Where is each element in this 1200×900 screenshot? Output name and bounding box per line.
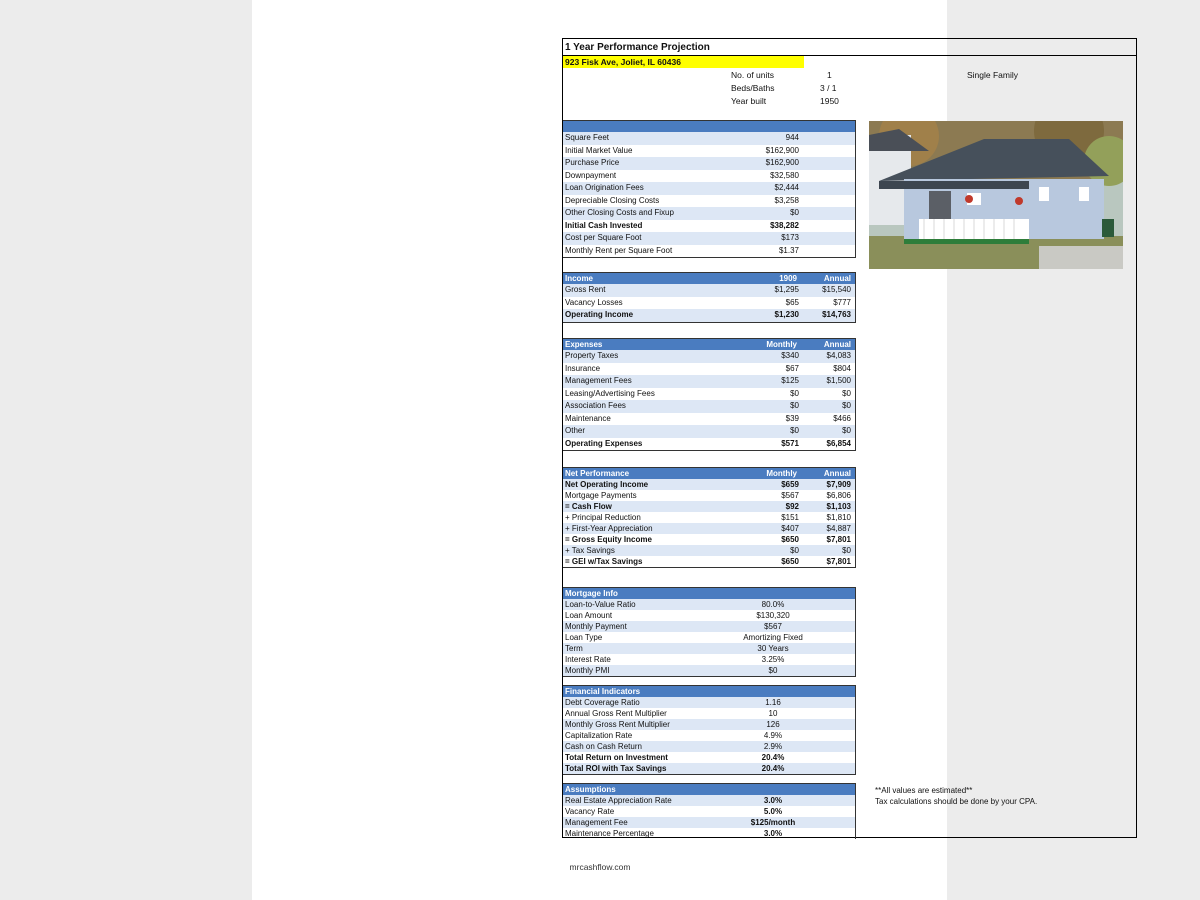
table-row (563, 795, 855, 806)
row-monthly-value: $0 (790, 546, 799, 555)
table-row (563, 195, 855, 208)
row-value: $162,900 (765, 145, 799, 155)
row-monthly-value: $92 (785, 502, 799, 511)
row-label: Annual Gross Rent Multiplier (565, 709, 667, 718)
row-label: Operating Income (565, 310, 634, 319)
table-row (563, 556, 855, 567)
row-label: Other Closing Costs and Fixup (565, 208, 674, 217)
row-label: Maintenance (565, 413, 611, 423)
table-row (563, 697, 855, 708)
row-monthly-value: $571 (781, 438, 799, 448)
row-value: $0 (790, 208, 799, 217)
property-type: Single Family (967, 70, 1019, 80)
mortgage-table (563, 587, 856, 677)
row-annual-value: $7,801 (826, 557, 851, 566)
row-label: Capitalization Rate (565, 731, 633, 740)
row-value: 126 (766, 720, 780, 729)
table-row (563, 741, 855, 752)
row-label: Management Fee (565, 818, 628, 827)
row-annual-value: $6,806 (826, 491, 851, 500)
row-label: + Principal Reduction (565, 513, 641, 522)
table-row (563, 297, 855, 310)
cpa-note: Tax calculations should be done by your CPA. (875, 797, 1038, 806)
expenses-table (563, 338, 856, 451)
row-label: Total ROI with Tax Savings (565, 764, 667, 773)
table-row (563, 545, 855, 556)
table-row (563, 182, 855, 195)
property-address: 923 Fisk Ave, Joliet, IL 60436 (563, 56, 804, 68)
row-monthly-value: $340 (781, 351, 799, 360)
table-row (563, 501, 855, 512)
table-header (563, 121, 855, 132)
table-row (563, 512, 855, 523)
row-value: $162,900 (765, 158, 799, 167)
table-row (563, 350, 855, 363)
assumptions-table (563, 783, 856, 839)
table-row (563, 157, 855, 170)
row-monthly-value: $659 (781, 480, 799, 489)
row-value: $125/month (750, 818, 796, 827)
indicators-table (563, 685, 856, 775)
table-row (563, 665, 855, 676)
row-value: $3,258 (774, 195, 799, 205)
row-value: $1.37 (778, 245, 799, 255)
table-row (563, 400, 855, 413)
row-monthly-value: $67 (785, 363, 799, 373)
table-row (563, 806, 855, 817)
table-row (563, 763, 855, 774)
table-row (563, 425, 855, 438)
row-label: Gross Rent (565, 285, 606, 294)
row-label: Initial Market Value (565, 145, 633, 155)
report-frame (562, 38, 1137, 838)
estimate-note: **All values are estimated** (875, 786, 973, 795)
row-value: 80.0% (761, 600, 785, 609)
row-value: Amortizing Fixed (743, 633, 803, 642)
year-label: Year built (731, 96, 767, 106)
row-monthly-value: $0 (790, 426, 799, 435)
row-monthly-value: $125 (781, 376, 799, 385)
row-label: Depreciable Closing Costs (565, 195, 660, 205)
table-row (563, 719, 855, 730)
row-annual-value: $1,500 (826, 376, 851, 385)
row-value: 30 Years (757, 644, 789, 653)
units-value: 1 (827, 70, 832, 80)
row-value: $173 (781, 233, 799, 242)
row-label: Total Return on Investment (565, 753, 668, 762)
row-label: Maintenance Percentage (565, 829, 654, 838)
row-monthly-value: $1,230 (774, 310, 799, 319)
table-row (563, 413, 855, 426)
row-label: Purchase Price (565, 158, 620, 167)
table-row (563, 145, 855, 158)
row-label: = Gross Equity Income (565, 535, 652, 544)
table-header: Mortgage Info (563, 588, 855, 599)
property-table (563, 120, 856, 258)
table-row (563, 170, 855, 183)
table-header: Assumptions (563, 784, 855, 795)
year-value: 1950 (820, 96, 839, 106)
row-annual-value: $1,810 (826, 513, 851, 522)
row-value: $567 (764, 622, 782, 631)
beds-label: Beds/Baths (731, 83, 775, 93)
row-annual-value: $15,540 (822, 285, 851, 294)
row-monthly-value: $0 (790, 401, 799, 410)
row-monthly-value: $650 (781, 535, 799, 544)
row-label: Real Estate Appreciation Rate (565, 796, 672, 805)
row-value: $2,444 (774, 183, 799, 192)
table-row (563, 132, 855, 145)
table-row (563, 632, 855, 643)
net-performance-table (563, 467, 856, 568)
footer-site: mrcashflow.com (569, 862, 631, 872)
row-annual-value: $804 (833, 363, 851, 373)
row-label: Downpayment (565, 170, 617, 180)
row-label: Monthly Gross Rent Multiplier (565, 720, 670, 729)
table-row (563, 245, 855, 258)
row-annual-value: $0 (842, 388, 851, 398)
table-row (563, 643, 855, 654)
row-label: Insurance (565, 363, 601, 373)
row-value: 3.0% (763, 829, 783, 838)
row-value: 10 (768, 709, 778, 718)
row-label: = GEI w/Tax Savings (565, 557, 643, 566)
row-label: Monthly Rent per Square Foot (565, 245, 673, 255)
row-value: 1.16 (765, 698, 781, 707)
table-row (563, 479, 855, 490)
row-monthly-value: $39 (785, 413, 799, 423)
row-monthly-value: $1,295 (774, 285, 799, 294)
row-label: Loan Amount (565, 611, 613, 620)
row-monthly-value: $407 (781, 524, 799, 533)
report-title: 1 Year Performance Projection (563, 39, 1136, 56)
row-label: Association Fees (565, 401, 626, 410)
row-value: 5.0% (763, 807, 783, 816)
row-monthly-value: $650 (781, 557, 799, 566)
table-row (563, 610, 855, 621)
property-photo (869, 121, 1123, 269)
row-annual-value: $466 (833, 413, 851, 423)
row-label: Square Feet (565, 133, 610, 142)
row-label: Debt Coverage Ratio (565, 698, 640, 707)
row-annual-value: $1,103 (826, 502, 851, 511)
row-label: Vacancy Losses (565, 297, 623, 307)
row-label: Property Taxes (565, 351, 619, 360)
row-label: Operating Expenses (565, 438, 643, 448)
row-label: Monthly PMI (565, 666, 610, 675)
row-value: 3.0% (763, 796, 783, 805)
row-label: + Tax Savings (565, 546, 615, 555)
table-row (563, 284, 855, 297)
row-label: Net Operating Income (565, 480, 649, 489)
table-row (563, 207, 855, 220)
row-label: Mortgage Payments (565, 491, 637, 500)
table-header: Expenses Monthly Annual (563, 339, 855, 350)
table-row (563, 232, 855, 245)
table-row (563, 309, 855, 322)
row-value: 2.9% (763, 742, 783, 751)
table-row (563, 621, 855, 632)
row-annual-value: $4,083 (826, 351, 851, 360)
table-row (563, 363, 855, 376)
table-row (563, 388, 855, 401)
row-monthly-value: $65 (785, 297, 799, 307)
table-row (563, 490, 855, 501)
table-row (563, 828, 855, 839)
row-annual-value: $777 (833, 297, 851, 307)
table-row (563, 523, 855, 534)
table-row (563, 438, 855, 451)
units-label: No. of units (731, 70, 774, 80)
row-annual-value: $0 (842, 426, 851, 435)
table-row (563, 534, 855, 545)
row-label: Loan-to-Value Ratio (565, 600, 636, 609)
row-label: Monthly Payment (565, 622, 627, 631)
table-row (563, 220, 855, 233)
row-label: = Cash Flow (565, 502, 612, 511)
row-label: + First-Year Appreciation (565, 524, 653, 533)
row-label: Interest Rate (565, 655, 611, 664)
row-label: Other (565, 426, 586, 435)
income-table (563, 272, 856, 323)
row-monthly-value: $0 (790, 388, 799, 398)
beds-value: 3 / 1 (820, 83, 837, 93)
row-annual-value: $7,801 (826, 535, 851, 544)
row-annual-value: $0 (842, 401, 851, 410)
row-label: Cash on Cash Return (565, 742, 642, 751)
row-value: $130,320 (756, 611, 790, 620)
row-monthly-value: $567 (781, 491, 799, 500)
row-label: Term (565, 644, 583, 653)
row-value: 3.25% (761, 655, 785, 664)
row-annual-value: $6,854 (826, 438, 851, 448)
table-row (563, 375, 855, 388)
table-row (563, 708, 855, 719)
table-row (563, 752, 855, 763)
row-monthly-value: $151 (781, 513, 799, 522)
row-value: 4.9% (763, 731, 783, 740)
house-illustration (869, 121, 1123, 269)
row-value: $38,282 (770, 220, 799, 230)
table-row (563, 817, 855, 828)
row-value: 944 (785, 133, 799, 142)
row-annual-value: $7,909 (826, 480, 851, 489)
table-row (563, 654, 855, 665)
row-label: Leasing/Advertising Fees (565, 388, 655, 398)
row-label: Cost per Square Foot (565, 233, 642, 242)
row-label: Management Fees (565, 376, 632, 385)
table-row (563, 730, 855, 741)
table-header: Financial Indicators (563, 686, 855, 697)
table-header: Income 1909 Annual (563, 273, 855, 284)
document-page (252, 0, 1038, 900)
table-row (563, 599, 855, 610)
row-value: $32,580 (770, 170, 799, 180)
row-annual-value: $14,763 (822, 310, 851, 319)
row-annual-value: $4,887 (826, 524, 851, 533)
row-label: Loan Type (565, 633, 603, 642)
row-label: Loan Origination Fees (565, 183, 644, 192)
row-value: $0 (768, 666, 778, 675)
row-label: Vacancy Rate (565, 807, 615, 816)
table-header: Net Performance Monthly Annual (563, 468, 855, 479)
row-value: 20.4% (761, 764, 785, 773)
row-label: Initial Cash Invested (565, 220, 643, 230)
row-value: 20.4% (761, 753, 785, 762)
row-annual-value: $0 (842, 546, 851, 555)
